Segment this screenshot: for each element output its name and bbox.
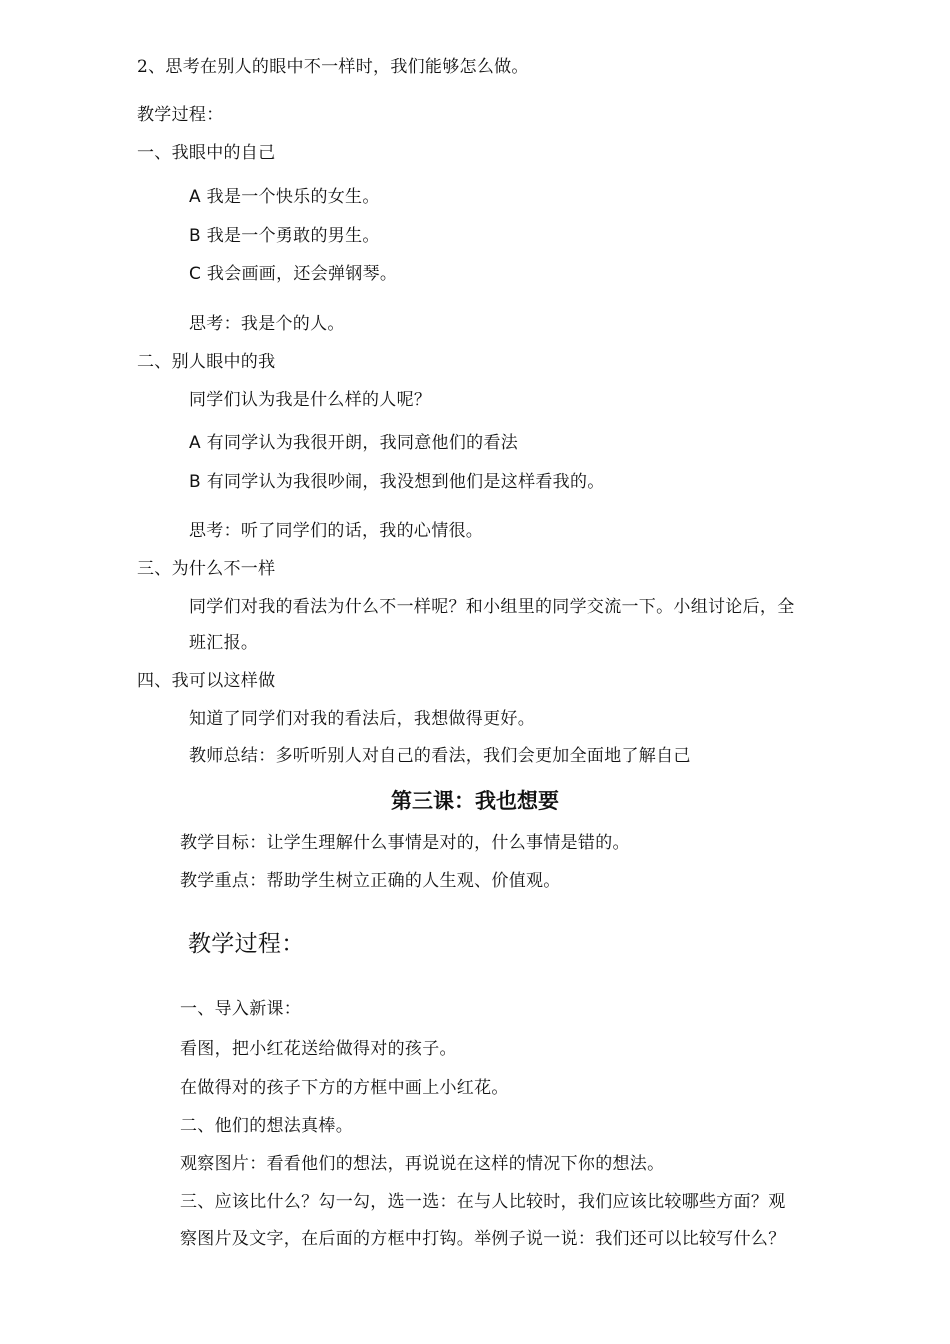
part4-heading: 四、我可以这样做: [137, 671, 276, 691]
part2-think: 思考：听了同学们的话，我的心情很。: [189, 521, 484, 541]
intro-line-2: 在做得对的孩子下方的方框中画上小红花。: [180, 1078, 509, 1098]
lesson-title: 第三课：我也想要: [391, 789, 559, 813]
part2-title: 二、他们的想法真棒。: [180, 1116, 353, 1136]
part3-line-b: 察图片及文字，在后面的方框中打钩。举例子说一说：我们还可以比较写什么？: [180, 1229, 786, 1249]
lesson-key-point: 教学重点：帮助学生树立正确的人生观、价值观。: [180, 871, 561, 891]
part2-observe: 观察图片：看看他们的想法，再说说在这样的情况下你的想法。: [180, 1154, 665, 1174]
part3-line-1: 同学们对我的看法为什么不一样呢？和小组里的同学交流一下。小组讨论后，全: [189, 597, 795, 617]
item-letter: B: [189, 226, 201, 246]
part2-question: 同学们认为我是什么样的人呢？: [189, 390, 432, 410]
item-letter: A: [189, 187, 201, 207]
item-text: 我会画画，还会弹钢琴。: [206, 264, 398, 284]
process-heading: 教学过程：: [137, 105, 224, 125]
part3-line-a: 三、应该比什么？勾一勾，选一选：在与人比较时，我们应该比较哪些方面？观: [180, 1192, 786, 1212]
item-text: 我是一个快乐的女生。: [206, 187, 380, 207]
part1-think: 思考：我是个的人。: [189, 314, 345, 334]
item-text: 有同学认为我很开朗，我同意他们的看法: [206, 433, 519, 453]
item-text: 有同学认为我很吵闹，我没想到他们是这样看我的。: [206, 472, 605, 492]
part2-item-b: [189, 471, 605, 493]
part1-item-a: [189, 186, 380, 208]
part3-heading: 三、为什么不一样: [137, 559, 276, 579]
teacher-summary: 教师总结：多听听别人对自己的看法，我们会更加全面地了解自己: [189, 746, 691, 766]
part2-item-a: [189, 432, 518, 454]
objective-2: 2、思考在别人的眼中不一样时，我们能够怎么做。: [137, 57, 529, 77]
item-letter: A: [189, 433, 201, 453]
item-text: 我是一个勇敢的男生。: [206, 226, 380, 246]
part1-item-b: [189, 225, 380, 247]
intro-line-1: 看图，把小红花送给做得对的孩子。: [180, 1039, 457, 1059]
item-letter: B: [189, 472, 201, 492]
lesson-objective: 教学目标：让学生理解什么事情是对的，什么事情是错的。: [180, 833, 630, 853]
lesson-process-heading: 教学过程：: [188, 931, 305, 957]
item-letter: C: [189, 264, 202, 284]
part4-line-1: 知道了同学们对我的看法后，我想做得更好。: [189, 709, 535, 729]
part3-line-2: 班汇报。: [189, 633, 259, 653]
part1-heading: 一、我眼中的自己: [137, 143, 276, 163]
part2-heading: 二、别人眼中的我: [137, 352, 276, 372]
intro-heading: 一、导入新课：: [180, 999, 302, 1019]
part1-item-c: [189, 263, 397, 285]
